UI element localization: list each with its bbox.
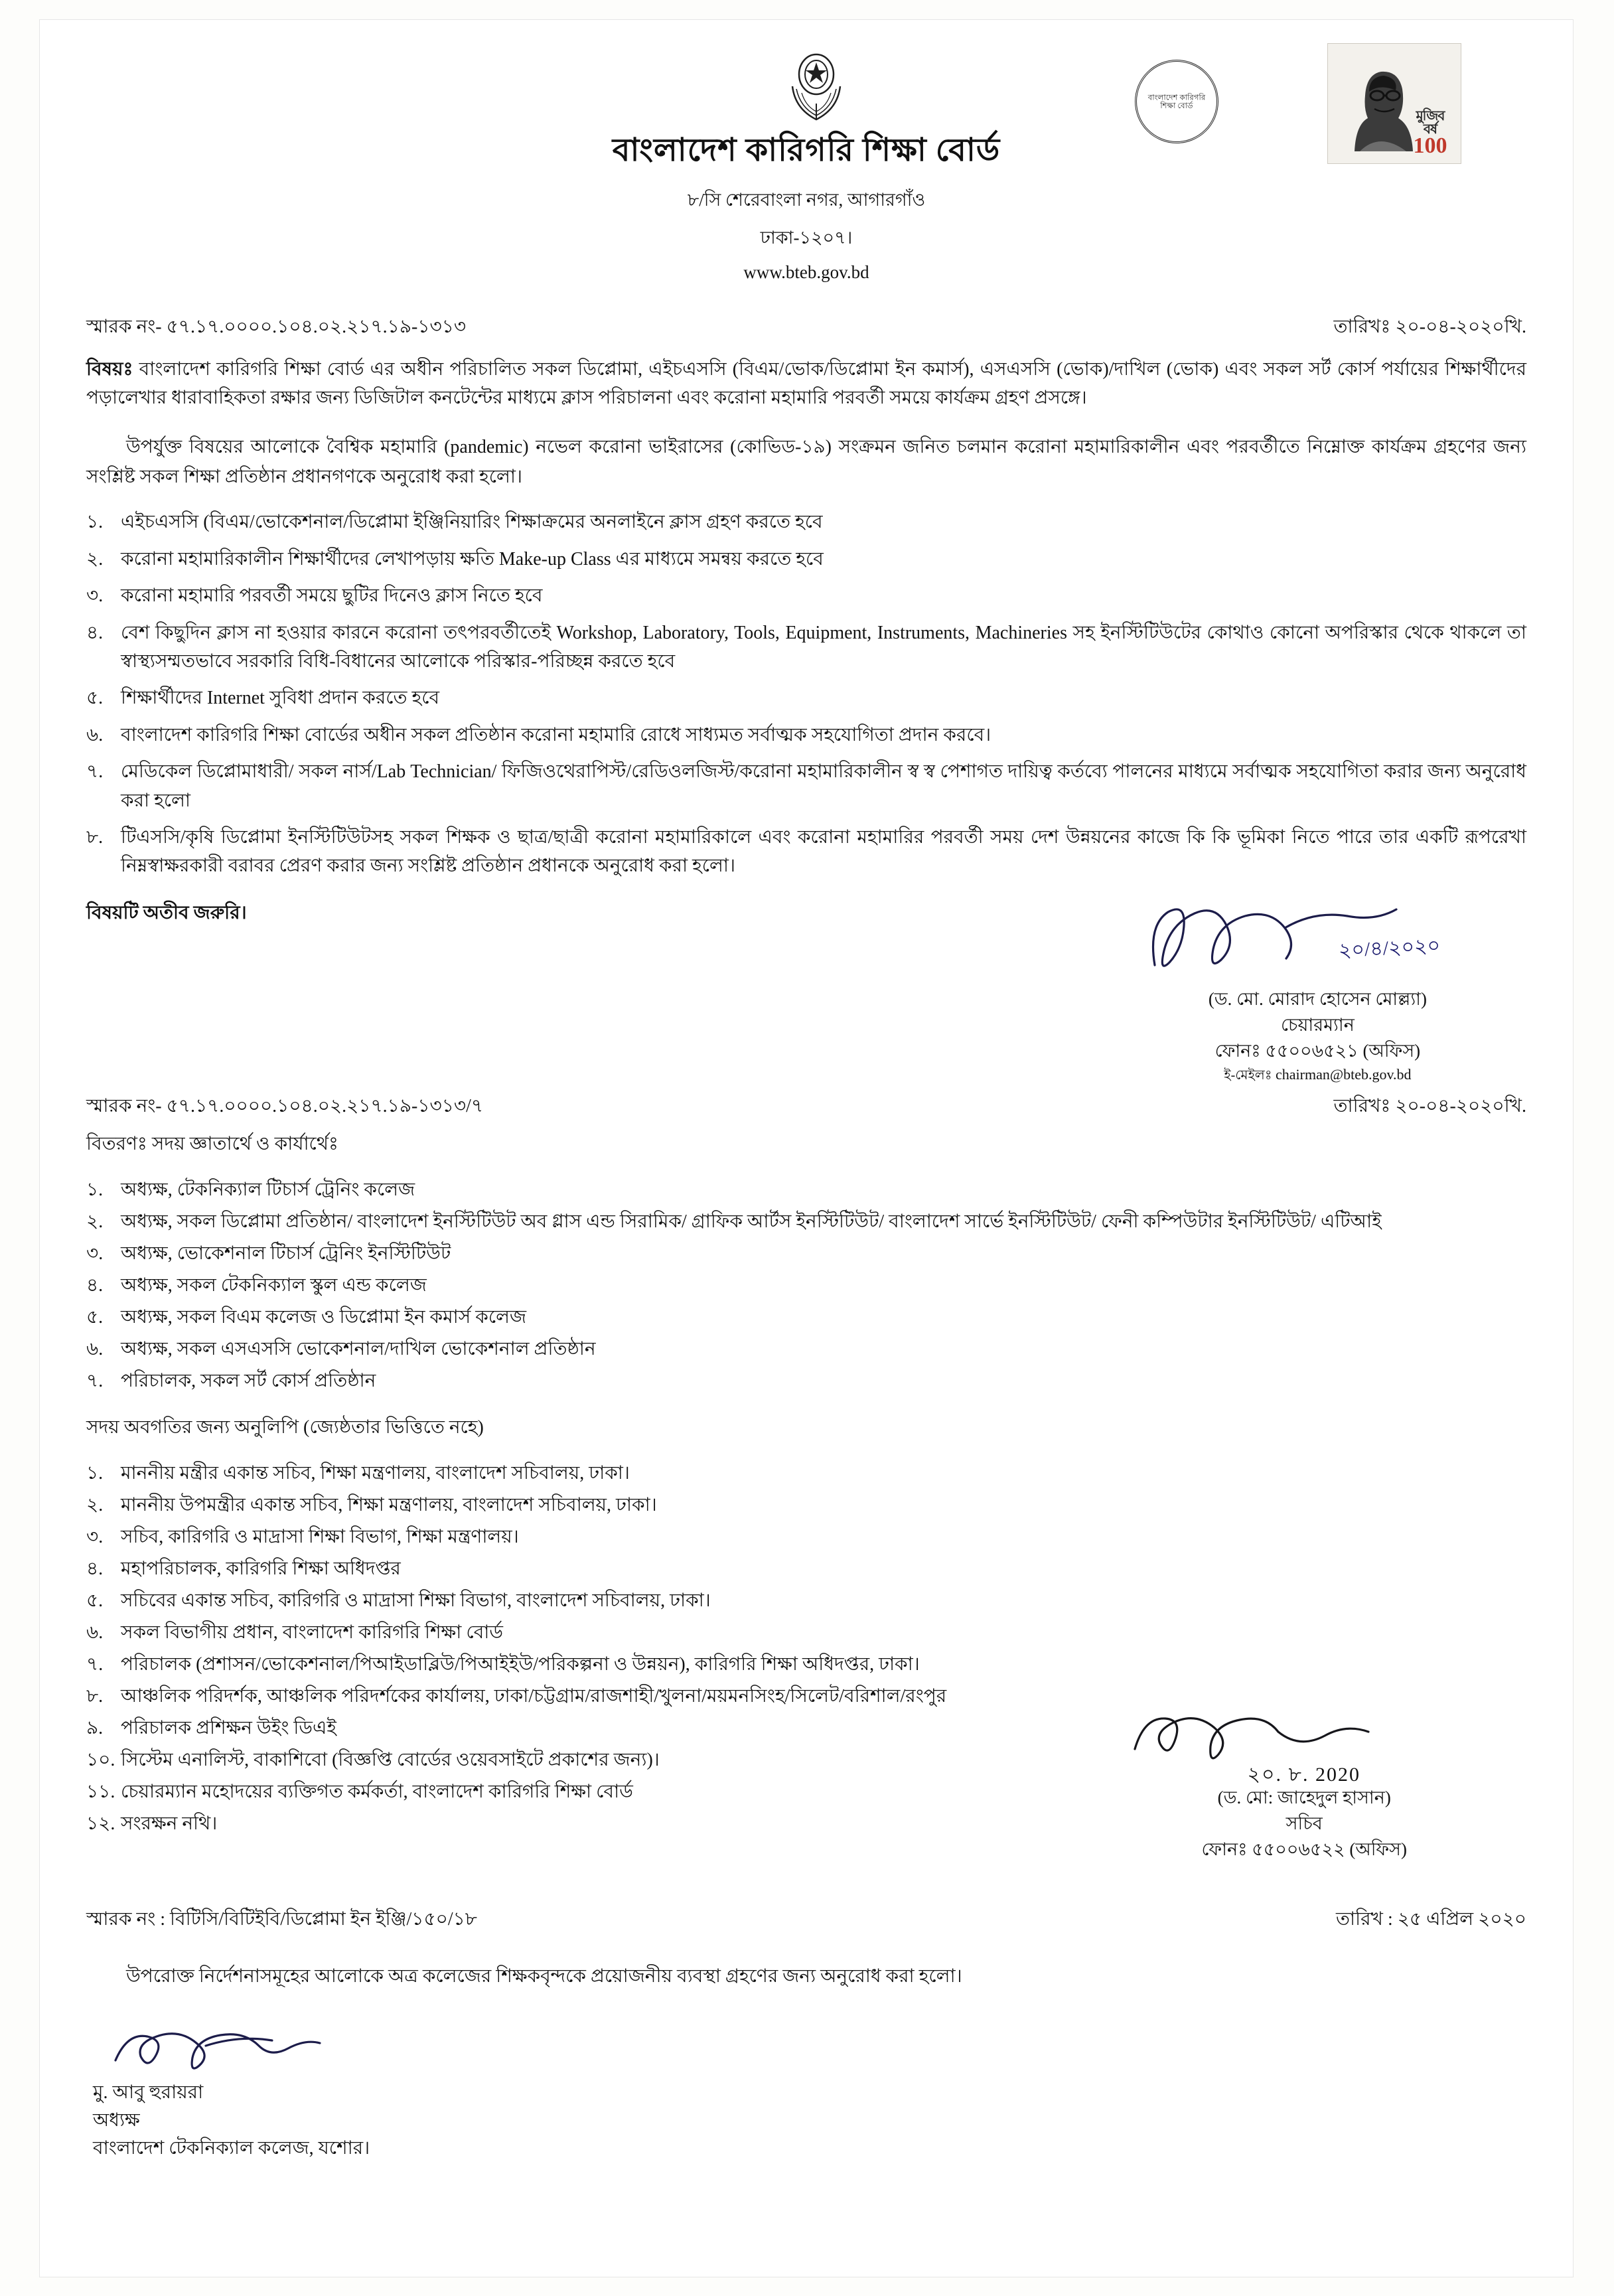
memo1-date: তারিখঃ ২০-০৪-২০২০খি. bbox=[1333, 317, 1526, 337]
item-text: করোনা মহামারিকালীন শিক্ষার্থীদের লেখাপড়ায় ক্ষতি Make-up Class এর মাধ্যমে সমন্বয় করতে হবে bbox=[121, 548, 824, 570]
list-item bbox=[86, 721, 1526, 749]
item-text: সকল বিভাগীয় প্রধান, বাংলাদেশ কারিগরি শিক্ষা বোর্ড bbox=[121, 1622, 504, 1643]
item-text: সচিব, কারিগরি ও মাদ্রাসা শিক্ষা বিভাগ, শিক্ষা মন্ত্রণালয়। bbox=[121, 1526, 519, 1547]
chairman-details bbox=[1209, 986, 1427, 1085]
organization-name: বাংলাদেশ কারিগরি শিক্ষা বোর্ড bbox=[612, 133, 1001, 168]
item-number: ৭. bbox=[86, 1370, 104, 1391]
chairman-email-row bbox=[1209, 1064, 1427, 1085]
item-number: ১. bbox=[86, 1462, 104, 1484]
letter-sheet bbox=[40, 20, 1573, 2277]
item-text: আঞ্চলিক পরিদর্শক, আঞ্চলিক পরিদর্শকের কার্যালয়, ঢাকা/চট্টগ্রাম/রাজশাহী/খুলনা/ময়মনসিংহ/সিলেট/বরিশাল/রংপুর bbox=[121, 1685, 947, 1707]
item-text: অধ্যক্ষ, সকল টেকনিক্যাল স্কুল এন্ড কলেজ bbox=[121, 1274, 427, 1296]
item-text: মহাপরিচালক, কারিগরি শিক্ষা অধিদপ্তর bbox=[121, 1558, 401, 1579]
item-text: শিক্ষার্থীদের Internet সুবিধা প্রদান করতে হবে bbox=[121, 688, 440, 709]
item-number: ৭. bbox=[86, 1653, 104, 1675]
item-number: ৫. bbox=[86, 1306, 104, 1328]
item-text: করোনা মহামারি পরবর্তী সময়ে ছুটির দিনেও ক্লাস নিতে হবে bbox=[121, 585, 543, 607]
letter-body bbox=[40, 355, 1573, 2159]
item-number: ১১. bbox=[86, 1781, 115, 1802]
list-item bbox=[86, 619, 1526, 676]
instruction-list bbox=[86, 508, 1526, 880]
item-text: অধ্যক্ষ, সকল এসএসসি ভোকেশনাল/দাখিল ভোকেশনাল প্রতিষ্ঠান bbox=[121, 1338, 596, 1359]
list-item bbox=[86, 1587, 1526, 1615]
item-text: পরিচালক, সকল সর্ট কোর্স প্রতিষ্ঠান bbox=[121, 1370, 376, 1391]
board-seal-text: বাংলাদেশ কারিগরি শিক্ষা বোর্ড bbox=[1147, 92, 1206, 110]
hundred-text: 100 bbox=[1413, 133, 1447, 159]
list-item bbox=[86, 1619, 1526, 1647]
memo1-meta-row bbox=[40, 312, 1573, 343]
item-text: চেয়ারম্যান মহোদয়ের ব্যক্তিগত কর্মকর্তা, বাংলাদেশ কারিগরি শিক্ষা বোর্ড bbox=[121, 1781, 633, 1802]
item-number: ৬. bbox=[86, 724, 104, 745]
item-number: ৪. bbox=[86, 1274, 104, 1296]
chairman-email[interactable]: chairman@bteb.gov.bd bbox=[1276, 1066, 1412, 1083]
subject-label: বিষয়ঃ bbox=[86, 359, 133, 380]
urgent-note: বিষয়টি অতীব জরুরি। bbox=[86, 902, 247, 923]
email-label: ই-মেইলঃ bbox=[1224, 1068, 1272, 1083]
principal-details bbox=[93, 2079, 370, 2163]
list-item bbox=[86, 684, 1526, 712]
item-number: ৩. bbox=[86, 1243, 104, 1264]
item-number: ৭. bbox=[86, 761, 104, 783]
item-number: ১. bbox=[86, 512, 104, 533]
item-text: অধ্যক্ষ, ভোকেশনাল টিচার্স ট্রেনিং ইনস্টিটিউট bbox=[121, 1243, 451, 1264]
mujib-text: মুজিব bbox=[1416, 109, 1445, 124]
secretary-designation: সচিব bbox=[1285, 1813, 1323, 1833]
website-url[interactable]: www.bteb.gov.bd bbox=[743, 262, 869, 282]
list-item bbox=[86, 1492, 1526, 1519]
secretary-handwritten-date: ২০. ৮. 2020 bbox=[1247, 1763, 1360, 1786]
memo3-number: স্মারক নং : বিটিসি/বিটিইবি/ডিপ্লোমা ইন ইঞ্জি/১৫০/১৮ bbox=[86, 1908, 477, 1930]
secretary-name: (ড. মো: জাহেদুল হাসান) bbox=[1217, 1787, 1391, 1807]
item-number: ১০. bbox=[86, 1749, 115, 1770]
mujib-borsho-logo bbox=[1327, 43, 1461, 164]
mujib-borsho-badge bbox=[1404, 110, 1457, 157]
item-number: ৬. bbox=[86, 1622, 104, 1643]
list-item bbox=[86, 757, 1526, 815]
memo2-number: স্মারক নং- ৫৭.১৭.০০০০.১০৪.০২.২১৭.১৯-১৩১৩/৭ bbox=[86, 1095, 484, 1116]
item-text: মেডিকেল ডিপ্লোমাধারী/ সকল নার্স/Lab Technician/ ফিজিওথেরাপিস্ট/রেডিওলজিস্ট/করোনা মহামারিকালীন স্ব স্ব পেশাগত দায়িত্ব কর্তব্যে পালনের মাধ্যমে সর্বাত্মক সহযোগিতা করার জন্য অনুরোধ করা হলো bbox=[121, 761, 1526, 811]
borsho-text: বর্ষ bbox=[1423, 122, 1437, 137]
principal-name: মু. আবু হুরায়রা bbox=[93, 2082, 204, 2104]
chairman-designation: চেয়ারম্যান bbox=[1280, 1014, 1355, 1035]
intro-paragraph: উপর্যুক্ত বিষয়ের আলোকে বৈশ্বিক মহামারি (pandemic) নভেল করোনা ভাইরাসের (কোভিড-১৯) সংক্রমন জনিত চলমান করোনা মহামারিকালীন এবং পরবর্তীতে নিম্নোক্ত কার্যক্রম গ্রহণের জন্য সংশ্লিষ্ট সকল শিক্ষা প্রতিষ্ঠান প্রধানগণকে অনুরোধ করা হলো। bbox=[86, 436, 1526, 487]
item-number: ১. bbox=[86, 1179, 104, 1200]
chairman-name: (ড. মো. মোরাদ হোসেন মোল্ল্যা) bbox=[1208, 988, 1427, 1009]
list-item bbox=[86, 545, 1526, 574]
item-number: ৮. bbox=[86, 1685, 104, 1707]
list-item bbox=[86, 1367, 1526, 1395]
list-item bbox=[86, 1208, 1526, 1236]
memo2-date: তারিখঃ ২০-০৪-২০২০খি. bbox=[1333, 1095, 1526, 1116]
list-item bbox=[86, 823, 1526, 881]
principal-note: উপরোক্ত নির্দেশনাসমূহের আলোকে অত্র কলেজের শিক্ষকবৃন্দকে প্রয়োজনীয় ব্যবস্থা গ্রহণের জন্য অনুরোধ করা হলো। bbox=[126, 1965, 962, 1987]
list-item bbox=[86, 1176, 1526, 1204]
secretary-phone: ফোনঃ ৫৫০০৬৫২২ (অফিস) bbox=[1201, 1839, 1407, 1859]
item-text: সচিবের একান্ত সচিব, কারিগরি ও মাদ্রাসা শিক্ষা বিভাগ, বাংলাদেশ সচিবালয়, ঢাকা। bbox=[121, 1590, 711, 1611]
chairman-signature-block bbox=[86, 925, 1526, 1083]
item-text: পরিচালক প্রশিক্ষন উইং ডিএই bbox=[121, 1717, 336, 1738]
item-text: পরিচালক (প্রশাসন/ভোকেশনাল/পিআইডাব্লিউ/পিআইইউ/পরিকল্পনা ও উন্নয়ন), কারিগরি শিক্ষা অধিদপ্তর, ঢাকা। bbox=[121, 1653, 920, 1675]
distribution-list bbox=[86, 1176, 1526, 1395]
govt-emblem-icon bbox=[776, 40, 856, 126]
item-text: মাননীয় মন্ত্রীর একান্ত সচিব, শিক্ষা মন্ত্রণালয়, বাংলাদেশ সচিবালয়, ঢাকা। bbox=[121, 1462, 630, 1484]
subject-text: বাংলাদেশ কারিগরি শিক্ষা বোর্ড এর অধীন পরিচালিত সকল ডিপ্লোমা, এইচএসসি (বিএম/ভোক/ডিপ্লোমা ইন কমার্স), এসএসসি (ভোক)/দাখিল (ভোক) এবং সকল সর্ট কোর্স পর্যায়ের শিক্ষার্থীদের পড়ালেখার ধারাবাহিকতা রক্ষার জন্য ডিজিটাল কনটেন্টের মাধ্যমে ক্লাস পরিচালনা এবং করোনা মহামারি পরবর্তী সময়ে কার্যক্রম গ্রহণ প্রসঙ্গে। bbox=[86, 359, 1526, 409]
item-number: ৬. bbox=[86, 1338, 104, 1359]
item-text: অধ্যক্ষ, সকল ডিপ্লোমা প্রতিষ্ঠান/ বাংলাদেশ ইনস্টিটিউট অব গ্লাস এন্ড সিরামিক/ গ্রাফিক আর্টস ইনস্টিটিউট/ বাংলাদেশ সার্ভে ইনস্টিটিউট/ ফেনী কম্পিউটার ইনস্টিটিউট/ এটিআই bbox=[121, 1211, 1382, 1232]
item-text: অধ্যক্ষ, টেকনিক্যাল টিচার্স ট্রেনিং কলেজ bbox=[121, 1179, 415, 1200]
list-item bbox=[86, 581, 1526, 610]
item-number: ২. bbox=[86, 1211, 104, 1232]
memo1-number: স্মারক নং- ৫৭.১৭.০০০০.১০৪.০২.২১৭.১৯-১৩১৩ bbox=[86, 317, 467, 337]
list-item bbox=[86, 1240, 1526, 1268]
item-text: মাননীয় উপমন্ত্রীর একান্ত সচিব, শিক্ষা মন্ত্রণালয়, বাংলাদেশ সচিবালয়, ঢাকা। bbox=[121, 1494, 657, 1515]
item-number: ৪. bbox=[86, 1558, 104, 1579]
list-item bbox=[86, 1651, 1526, 1679]
list-item bbox=[86, 1460, 1526, 1488]
address-line-1: ৮/সি শেরেবাংলা নগর, আগারগাঁও bbox=[687, 190, 926, 210]
subject-line bbox=[86, 355, 1526, 413]
list-item bbox=[86, 1304, 1526, 1332]
distribution-heading: বিতরণঃ সদয় জ্ঞাতার্থে ও কার্যার্থেঃ bbox=[86, 1133, 338, 1154]
chairman-phone: ফোনঃ ৫৫০০৬৫২১ (অফিস) bbox=[1214, 1040, 1421, 1061]
item-number: ৮. bbox=[86, 826, 104, 848]
item-number: ৩. bbox=[86, 585, 104, 607]
chairman-handwritten-date: ২০/৪/২০২০ bbox=[1338, 934, 1441, 962]
item-text: বেশ কিছুদিন ক্লাস না হওয়ার কারনে করোনা তৎপরবর্তীতেই Workshop, Laboratory, Tools, Equipment, Instruments, Machineries সহ ইনস্টিটিউটের কোথাও কোনো অপরিস্কার থেকে থাকলে তা স্বাস্থ্যসম্মতভাবে সরকারি বিধি-বিধানের আলোকে পরিস্কার-পরিচ্ছন্ন করতে হবে bbox=[121, 622, 1526, 672]
principal-signature-icon bbox=[106, 2023, 325, 2076]
item-number: ৫. bbox=[86, 1590, 104, 1611]
item-number: ২. bbox=[86, 1494, 104, 1515]
list-item bbox=[86, 1272, 1526, 1300]
principal-designation: অধ্যক্ষ bbox=[93, 2110, 140, 2131]
item-text: সংরক্ষন নথি। bbox=[121, 1813, 218, 1834]
item-text: এইচএসসি (বিএম/ভোকেশনাল/ডিপ্লোমা ইঞ্জিনিয়ারিং শিক্ষাক্রমের অনলাইনে ক্লাস গ্রহণ করতে হবে bbox=[121, 512, 823, 533]
address-line-2: ঢাকা-১২০৭। bbox=[760, 228, 853, 248]
item-number: ১২. bbox=[86, 1813, 115, 1834]
item-number: ৩. bbox=[86, 1526, 104, 1547]
principal-signature-block bbox=[86, 2023, 1526, 2159]
item-text: টিএসসি/কৃষি ডিপ্লোমা ইনস্টিটিউটসহ সকল শিক্ষক ও ছাত্র/ছাত্রী করোনা মহামারিকালে এবং করোনা মহামারির পরবর্তী সময় দেশ উন্নয়নের কাজে কি কি ভূমিকা নিতে পারে তার একটি রূপরেখা নিম্নস্বাক্ষরকারী বরাবর প্রেরণ করার জন্য সংশ্লিষ্ট প্রতিষ্ঠান প্রধানকে অনুরোধ করা হলো। bbox=[121, 826, 1526, 877]
list-item bbox=[86, 1523, 1526, 1551]
item-number: ৫. bbox=[86, 688, 104, 709]
memo3-meta-row bbox=[86, 1904, 1526, 1936]
letterhead bbox=[40, 20, 1573, 283]
secretary-details bbox=[1201, 1785, 1407, 1863]
board-seal-stamp bbox=[1135, 60, 1218, 143]
item-text: অধ্যক্ষ, সকল বিএম কলেজ ও ডিপ্লোমা ইন কমার্স কলেজ bbox=[121, 1306, 527, 1328]
item-number: ৯. bbox=[86, 1717, 104, 1738]
list-item bbox=[86, 1336, 1526, 1363]
list-item bbox=[86, 508, 1526, 536]
memo2-meta-row bbox=[86, 1091, 1526, 1122]
item-text: সিস্টেম এনালিস্ট, বাকাশিবো (বিজ্ঞপ্তি বোর্ডের ওয়েবসাইটে প্রকাশের জন্য)। bbox=[121, 1749, 660, 1770]
item-number: ৪. bbox=[86, 622, 104, 643]
secretary-signature-block bbox=[86, 1703, 1526, 1862]
copy-heading: সদয় অবগতির জন্য অনুলিপি (জ্যেষ্ঠতার ভিত্তিতে নহে) bbox=[86, 1416, 484, 1438]
list-item bbox=[86, 1555, 1526, 1583]
item-number: ২. bbox=[86, 548, 104, 570]
memo3-date: তারিখ : ২৫ এপ্রিল ২০২০ bbox=[1336, 1908, 1526, 1930]
principal-institution: বাংলাদেশ টেকনিক্যাল কলেজ, যশোর। bbox=[93, 2138, 370, 2159]
item-text: বাংলাদেশ কারিগরি শিক্ষা বোর্ডের অধীন সকল প্রতিষ্ঠান করোনা মহামারি রোধে সাধ্যমত সর্বাত্মক সহযোগিতা প্রদান করবে। bbox=[121, 724, 991, 745]
